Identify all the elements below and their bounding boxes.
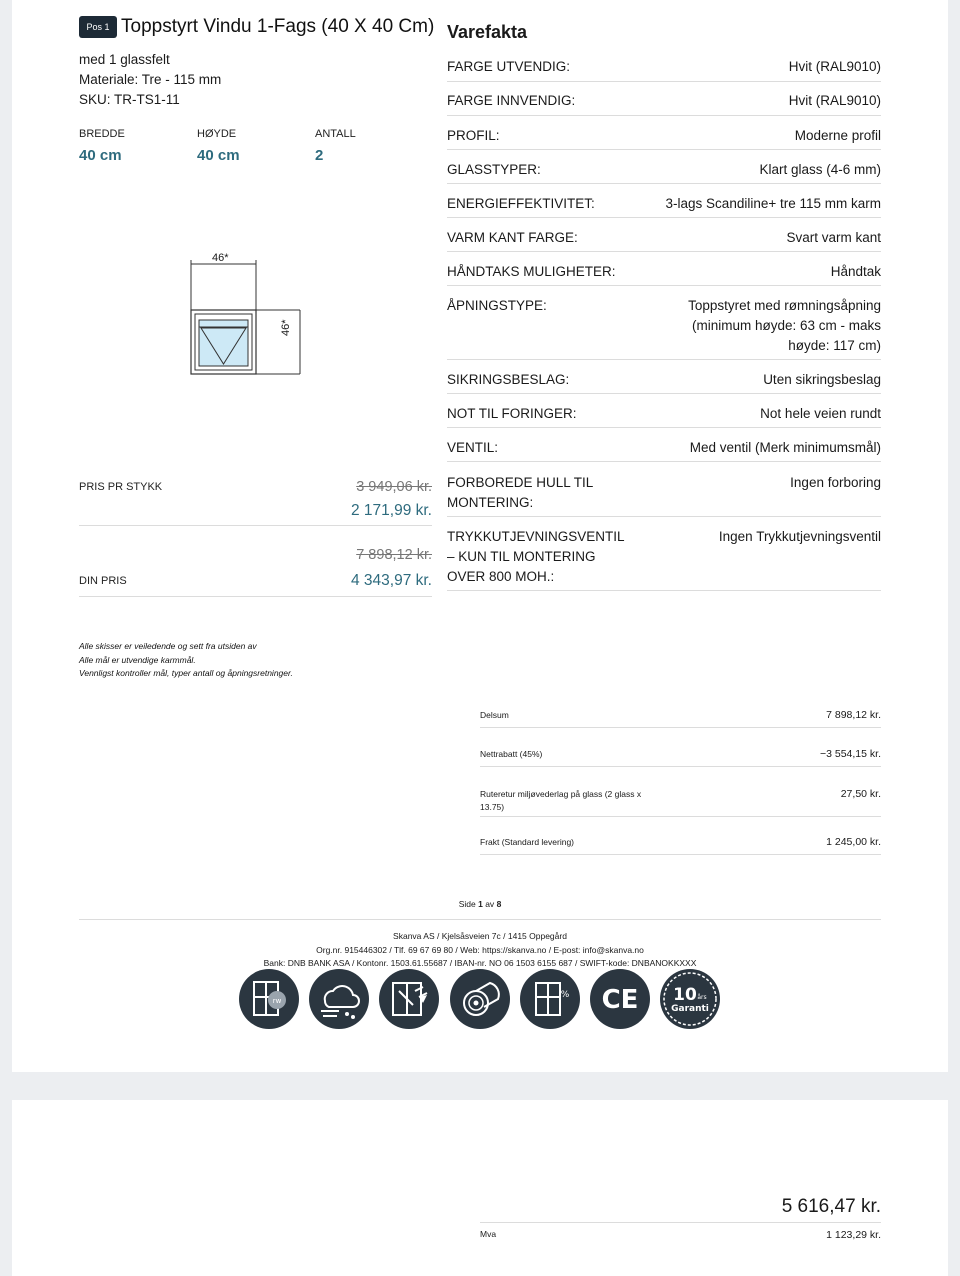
summary-key: Ruteretur miljøvederlag på glass (2 glass x 13.75) — [480, 789, 642, 812]
window-energy-icon — [520, 969, 580, 1029]
page-indicator — [12, 898, 948, 912]
height-value: 40 cm — [197, 147, 240, 164]
fact-row — [447, 194, 881, 218]
note-line: Alle skisser er veiledende og sett fra utsiden av — [79, 641, 257, 651]
company-info — [12, 930, 948, 971]
width-value: 40 cm — [79, 147, 122, 164]
svg-text:%: % — [560, 990, 570, 1000]
fact-row — [447, 228, 881, 252]
height-label: HØYDE — [197, 128, 237, 140]
fact-value: Med ventil (Merk minimumsmål) — [689, 440, 881, 455]
summary-key: Delsum — [480, 710, 509, 720]
warranty-number: 10 — [673, 985, 697, 1005]
summary-value: 7 898,12 kr. — [826, 709, 881, 721]
unit-price-label: PRIS PR STYKK — [79, 481, 163, 493]
detail-line: Materiale: Tre - 115 mm — [79, 72, 222, 87]
sketch-height-label: 46* — [280, 319, 292, 336]
weather-icon — [309, 969, 369, 1029]
fact-key: ÅPNINGSTYPE: — [447, 298, 547, 313]
divider — [79, 525, 432, 526]
grand-total: 5 616,47 kr. — [781, 1196, 881, 1217]
window-glass-icon — [239, 969, 299, 1029]
fact-row — [447, 160, 881, 184]
quote-page-1 — [12, 0, 948, 1072]
fact-row — [447, 473, 881, 517]
vat-label: Mva — [480, 1229, 497, 1239]
window-sketch — [184, 250, 308, 378]
fact-row — [447, 126, 881, 150]
fact-key: VARM KANT FARGE: — [447, 230, 578, 245]
note-line: Vennligst kontroller mål, typer antall og åpningsretninger. — [79, 668, 293, 678]
fact-row — [447, 91, 881, 116]
window-sketch-drawing — [184, 250, 308, 378]
summary-row — [480, 709, 881, 728]
fact-key: NOT TIL FORINGER: — [447, 406, 577, 421]
fact-row — [447, 527, 881, 591]
summary-row — [480, 748, 881, 767]
position-badge: Pos 1 — [79, 16, 117, 38]
fact-key: GLASSTYPER: — [447, 162, 541, 177]
svg-text:rw: rw — [272, 997, 282, 1005]
company-bank: Bank: DNB BANK ASA / Kontonr. 1503.61.55687 / IBAN-nr. NO 06 1503 6155 687 / SWIFT-kode: DNBANOKKXXX — [263, 958, 697, 968]
fact-value: Svart varm kant — [786, 230, 881, 245]
sketch-width-label: 46* — [212, 252, 229, 264]
ce-text: CE — [601, 985, 639, 1015]
fact-row — [447, 262, 881, 286]
warranty-icon — [660, 969, 720, 1029]
fact-row — [447, 57, 881, 82]
vat-value: 1 123,29 kr. — [826, 1229, 881, 1241]
total-price-original: 7 898,12 kr. — [356, 547, 432, 563]
page-current: 1 — [478, 899, 483, 909]
fact-value: Klart glass (4-6 mm) — [759, 162, 881, 177]
fact-value: 3-lags Scandiline+ tre 115 mm karm — [665, 196, 881, 211]
quantity-label: ANTALL — [315, 128, 356, 140]
fact-value: Hvit (RAL9010) — [788, 93, 881, 108]
total-price-discounted: 4 343,97 kr. — [350, 572, 432, 589]
fact-row — [447, 404, 881, 428]
wood-log-icon — [450, 969, 510, 1029]
fact-key: PROFIL: — [447, 128, 500, 143]
fact-key: HÅNDTAKS MULIGHETER: — [447, 264, 616, 279]
ce-mark-icon — [590, 969, 650, 1029]
detail-line: SKU: TR-TS1-11 — [79, 92, 180, 107]
divider — [480, 1222, 881, 1223]
width-label: BREDDE — [79, 128, 125, 140]
fact-value: Uten sikringsbeslag — [763, 372, 881, 387]
summary-row — [480, 788, 881, 817]
fact-key: FORBOREDE HULL TIL MONTERING: — [447, 475, 593, 510]
company-contact: Org.nr. 915446302 / Tlf. 69 67 69 80 / Web: https://skanva.no / E-post: info@skanva.no — [316, 944, 644, 955]
note-line: Alle mål er utvendige karmmål. — [79, 654, 196, 665]
fact-key: SIKRINGSBESLAG: — [447, 372, 570, 387]
fact-key: ENERGIEFFEKTIVITET: — [447, 196, 595, 211]
fact-value: Ingen forboring — [790, 475, 881, 490]
summary-value: 27,50 kr. — [840, 788, 881, 800]
summary-value: −3 554,15 kr. — [819, 748, 881, 760]
summary-value: 1 245,00 kr. — [826, 836, 881, 848]
page-total: 8 — [496, 899, 502, 909]
summary-row — [480, 836, 881, 855]
quantity-value: 2 — [315, 147, 324, 164]
warranty-unit: års — [697, 994, 707, 1001]
page-indicator-prefix: Side — [458, 899, 476, 909]
unit-price-discounted: 2 171,99 kr. — [350, 502, 432, 519]
fact-key: VENTIL: — [447, 440, 499, 455]
quote-page-2 — [12, 1100, 948, 1276]
disclaimer-notes — [79, 640, 293, 681]
fact-value: Toppstyret med rømningsåpning (minimum høyde: 63 cm - maks høyde: 117 cm) — [688, 298, 881, 353]
summary-key: Frakt (Standard levering) — [480, 837, 575, 847]
fact-key: FARGE INNVENDIG: — [447, 93, 576, 108]
unit-price-original: 3 949,06 kr. — [356, 479, 432, 495]
fact-row — [447, 296, 881, 360]
varefakta-title: Varefakta — [447, 22, 528, 42]
fact-value: Hvit (RAL9010) — [788, 59, 881, 74]
summary-key: Nettrabatt (45%) — [480, 749, 543, 759]
fact-value: Ingen Trykkutjevningsventil — [718, 529, 881, 544]
warranty-text: Garanti — [671, 1004, 709, 1014]
total-price-label: DIN PRIS — [79, 575, 127, 587]
detail-line: med 1 glassfelt — [79, 52, 170, 67]
divider — [79, 596, 432, 597]
fact-value: Not hele veien rundt — [760, 406, 881, 421]
fact-value: Moderne profil — [794, 128, 881, 143]
fact-key: FARGE UTVENDIG: — [447, 59, 571, 74]
product-title: Toppstyrt Vindu 1-Fags (40 X 40 Cm) — [121, 16, 435, 37]
company-address: Skanva AS / Kjelsåsveien 7c / 1415 Oppegård — [393, 931, 567, 941]
window-insulation-icon — [379, 969, 439, 1029]
fact-row — [447, 370, 881, 394]
page-indicator-middle: av — [485, 899, 495, 909]
fact-row — [447, 438, 881, 462]
product-details — [79, 50, 221, 110]
fact-value: Håndtak — [830, 264, 881, 279]
footer-divider — [79, 919, 881, 920]
fact-key: TRYKKUTJEVNINGSVENTIL – KUN TIL MONTERING OVER 800 MOH.: — [447, 529, 625, 584]
